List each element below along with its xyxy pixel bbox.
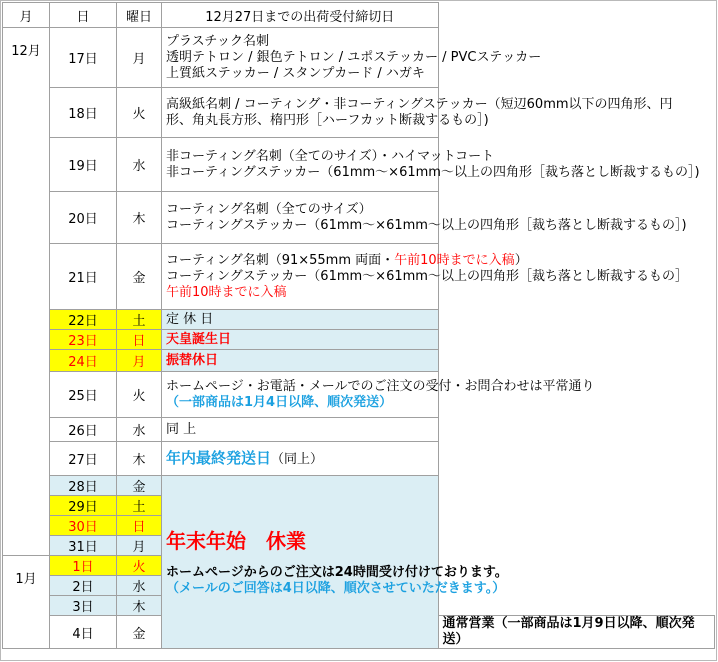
description-cell bbox=[162, 442, 439, 476]
table-row bbox=[3, 244, 715, 310]
day-cell: 17日 bbox=[50, 28, 117, 88]
weekday-cell: 日 bbox=[117, 516, 162, 536]
day-cell: 30日 bbox=[50, 516, 117, 536]
description-line: 透明テトロン / 銀色テトロン / ユポステッカー / PVCステッカー bbox=[166, 49, 542, 65]
table-row bbox=[3, 138, 715, 192]
description-text: コーティング名刺（91×55mm 両面・ bbox=[166, 252, 395, 268]
weekday-cell: 金 bbox=[117, 476, 162, 496]
weekday-cell: 月 bbox=[117, 28, 162, 88]
day-cell: 3日 bbox=[50, 596, 117, 616]
deadline-note: 午前10時までに入稿 bbox=[166, 284, 287, 300]
description-line: コーティングステッカー（61mm～×61mm～以上の四角形［裁ち落とし断裁するもの］) bbox=[166, 217, 687, 233]
description-cell bbox=[162, 244, 688, 310]
description-line: プラスチック名刺 bbox=[166, 33, 269, 49]
table-row bbox=[3, 88, 715, 138]
day-cell: 20日 bbox=[50, 192, 117, 244]
month-december: 12月 bbox=[3, 28, 50, 556]
holiday-cell: 振替休日 bbox=[162, 350, 439, 372]
day-cell: 23日 bbox=[50, 330, 117, 350]
description-cell bbox=[162, 28, 542, 88]
description-line: コーティングステッカー（61mm～×61mm～以上の四角形［裁ち落とし断裁するもの］ bbox=[166, 268, 688, 284]
day-cell: 1日 bbox=[50, 556, 117, 576]
description-line: 高級紙名刺 / コーティング・非コーティングステッカー（短辺60mm以下の四角形、円 bbox=[166, 96, 673, 112]
day-cell: 29日 bbox=[50, 496, 117, 516]
table-row bbox=[3, 192, 715, 244]
day-cell: 21日 bbox=[50, 244, 117, 310]
day-cell: 25日 bbox=[50, 372, 117, 418]
last-shipping-day: 年内最終発送日 bbox=[166, 448, 272, 467]
header-title: 12月27日までの出荷受付締切日 bbox=[162, 3, 439, 28]
holiday-order-note: ホームページからのご注文は24時間受け付けております。 bbox=[166, 565, 508, 580]
holiday-cell: 天皇誕生日 bbox=[162, 330, 439, 350]
header-weekday: 曜日 bbox=[117, 3, 162, 28]
description-text: ） bbox=[514, 252, 528, 268]
weekday-cell: 土 bbox=[117, 310, 162, 330]
table-row bbox=[3, 310, 715, 330]
table-row bbox=[3, 330, 715, 350]
description-line: 形、角丸長方形、楕円形［ハーフカット断裁するもの］) bbox=[166, 112, 489, 128]
month-january: 1月 bbox=[3, 556, 50, 649]
weekday-cell: 水 bbox=[117, 418, 162, 442]
year-end-holiday-cell bbox=[162, 476, 508, 649]
description-line: 上質紙ステッカー / スタンプカード / ハガキ bbox=[166, 65, 425, 81]
description-line: 非コーティング名刺（全てのサイズ）・ハイマットコート bbox=[166, 148, 495, 164]
table-row bbox=[3, 350, 715, 372]
table-row bbox=[3, 442, 715, 476]
day-cell: 24日 bbox=[50, 350, 117, 372]
weekday-cell: 火 bbox=[117, 88, 162, 138]
normal-business-note: 通常営業（一部商品は1月9日以降、順次発送） bbox=[442, 616, 695, 647]
weekday-cell: 金 bbox=[117, 244, 162, 310]
description-cell bbox=[162, 372, 595, 418]
table-row bbox=[3, 476, 715, 496]
year-end-title: 年末年始 休業 bbox=[166, 529, 306, 553]
holiday-mail-note: （メールのご回答は4日以降、順次させていただきます。） bbox=[166, 581, 506, 596]
deadline-note: 午前10時までに入稿 bbox=[394, 252, 515, 268]
day-cell: 28日 bbox=[50, 476, 117, 496]
description-line bbox=[166, 252, 528, 269]
day-cell: 4日 bbox=[50, 616, 117, 649]
header-day: 日 bbox=[50, 3, 117, 28]
day-cell: 31日 bbox=[50, 536, 117, 556]
header-month: 月 bbox=[3, 3, 50, 28]
description-line: ホームページ・お電話・メールでのご注文の受付・お問合わせは平常通り bbox=[166, 378, 595, 394]
closed-day-cell: 定 休 日 bbox=[162, 310, 439, 330]
day-cell: 27日 bbox=[50, 442, 117, 476]
weekday-cell: 水 bbox=[117, 138, 162, 192]
description-cell bbox=[162, 138, 700, 192]
weekday-cell: 木 bbox=[117, 596, 162, 616]
description-cell bbox=[162, 88, 673, 138]
header-row bbox=[3, 3, 715, 28]
weekday-cell: 火 bbox=[117, 556, 162, 576]
description-line: コーティング名刺（全てのサイズ） bbox=[166, 201, 372, 217]
description-cell: 同 上 bbox=[162, 418, 439, 442]
table-row bbox=[3, 28, 715, 88]
weekday-cell: 火 bbox=[117, 372, 162, 418]
description-cell bbox=[162, 192, 687, 244]
day-cell: 2日 bbox=[50, 576, 117, 596]
day-cell: 19日 bbox=[50, 138, 117, 192]
day-cell: 18日 bbox=[50, 88, 117, 138]
weekday-cell: 木 bbox=[117, 192, 162, 244]
weekday-cell: 月 bbox=[117, 350, 162, 372]
day-cell: 26日 bbox=[50, 418, 117, 442]
weekday-cell: 水 bbox=[117, 576, 162, 596]
table-row bbox=[3, 372, 715, 418]
shipping-deadline-table bbox=[2, 2, 715, 649]
description-cell bbox=[438, 616, 715, 649]
weekday-cell: 日 bbox=[117, 330, 162, 350]
description-text: （同上） bbox=[271, 451, 324, 467]
shipping-note: （一部商品は1月4日以降、順次発送） bbox=[166, 394, 393, 410]
weekday-cell: 金 bbox=[117, 616, 162, 649]
weekday-cell: 土 bbox=[117, 496, 162, 516]
table-row bbox=[3, 418, 715, 442]
weekday-cell: 木 bbox=[117, 442, 162, 476]
weekday-cell: 月 bbox=[117, 536, 162, 556]
day-cell: 22日 bbox=[50, 310, 117, 330]
description-line: 非コーティングステッカー（61mm～×61mm～以上の四角形［裁ち落とし断裁するもの］) bbox=[166, 164, 700, 180]
